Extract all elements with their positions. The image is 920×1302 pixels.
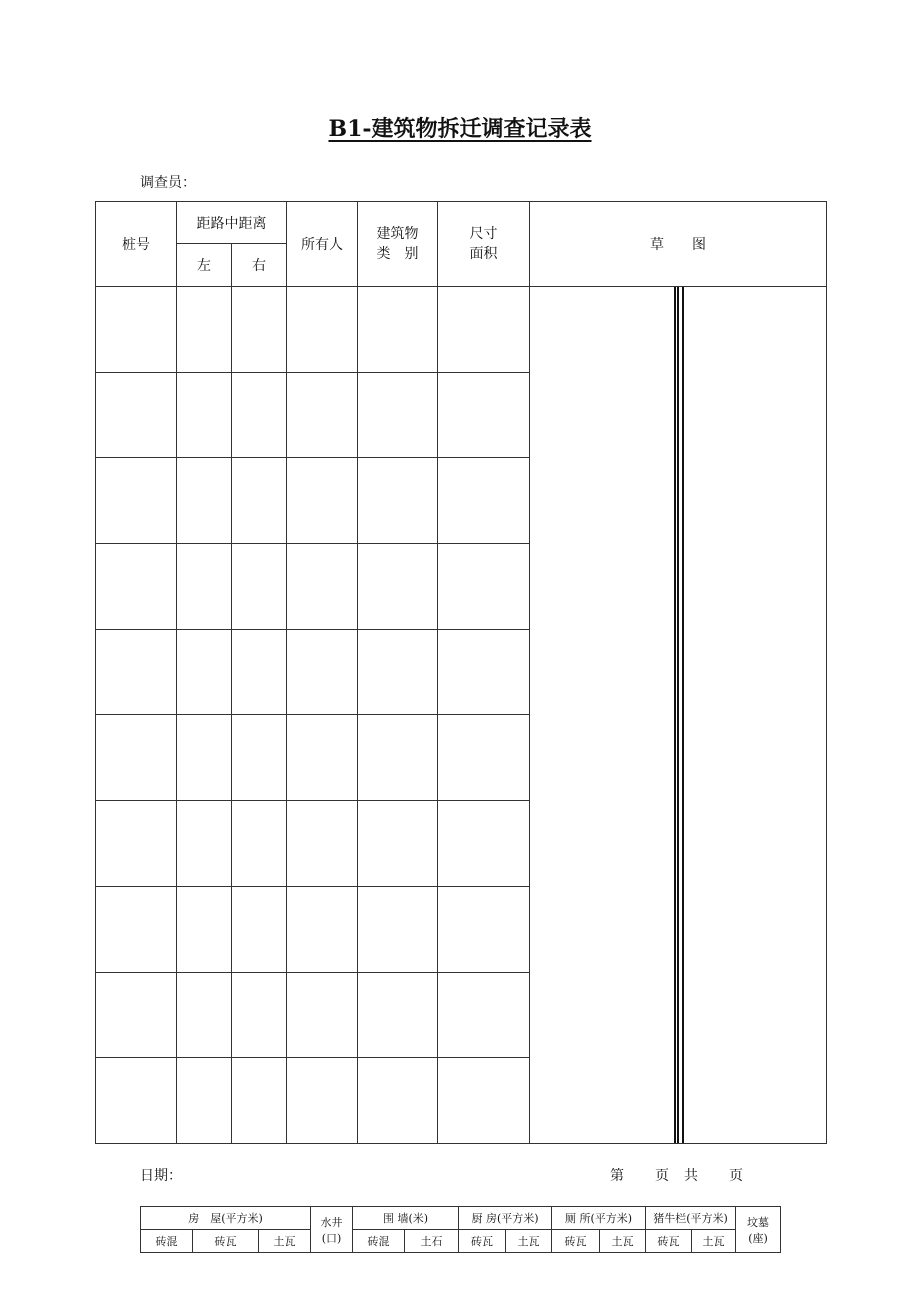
size-area-cell[interactable]: [438, 886, 530, 972]
house-sub-1: 砖混: [141, 1230, 193, 1253]
toilet-header: 厕 所(平方米): [552, 1207, 646, 1230]
pigpen-header: 猪牛栏(平方米): [646, 1207, 736, 1230]
building-type-cell[interactable]: [358, 629, 438, 715]
building-type-cell[interactable]: [358, 1058, 438, 1144]
kitchen-sub-2: 土瓦: [506, 1230, 552, 1253]
stake-no-cell[interactable]: [96, 287, 177, 373]
page-info: [610, 1165, 744, 1185]
stake-no-cell[interactable]: [96, 801, 177, 887]
right-distance-cell[interactable]: [232, 715, 287, 801]
owner-cell[interactable]: [287, 801, 358, 887]
size-area-cell[interactable]: [438, 458, 530, 544]
right-distance-cell[interactable]: [232, 458, 287, 544]
owner-cell[interactable]: [287, 1058, 358, 1144]
page-ye: 页: [655, 1168, 670, 1184]
left-distance-cell[interactable]: [177, 801, 232, 887]
house-sub-3: 土瓦: [259, 1230, 311, 1253]
house-sub-2: 砖瓦: [193, 1230, 259, 1253]
stake-no-cell[interactable]: [96, 372, 177, 458]
page-di: 第: [610, 1168, 625, 1184]
building-type-cell[interactable]: [358, 372, 438, 458]
left-distance-cell[interactable]: [177, 372, 232, 458]
stake-no-cell[interactable]: [96, 458, 177, 544]
surveyor-label: 调查员：: [140, 175, 196, 191]
left-distance-cell[interactable]: [177, 715, 232, 801]
size-area-cell[interactable]: [438, 544, 530, 630]
well-header: [311, 1207, 353, 1253]
right-distance-cell[interactable]: [232, 886, 287, 972]
well-line1: 水井: [320, 1215, 343, 1229]
survey-table: [95, 201, 827, 1144]
wall-sub-2: 土石: [405, 1230, 459, 1253]
distance-header: 距路中距离: [177, 202, 287, 244]
form-title: B1-建筑物拆迁调查记录表: [328, 116, 592, 142]
owner-cell[interactable]: [287, 544, 358, 630]
right-distance-cell[interactable]: [232, 972, 287, 1058]
right-distance-cell[interactable]: [232, 372, 287, 458]
left-distance-cell[interactable]: [177, 544, 232, 630]
left-distance-cell[interactable]: [177, 1058, 232, 1144]
left-distance-cell[interactable]: [177, 629, 232, 715]
page-gong: 共: [684, 1168, 699, 1184]
pigpen-sub-1: 砖瓦: [646, 1230, 692, 1253]
grave-header: [736, 1207, 781, 1253]
building-type-cell[interactable]: [358, 801, 438, 887]
sketch-area[interactable]: [530, 287, 827, 1144]
toilet-sub-1: 砖瓦: [552, 1230, 600, 1253]
stake-no-cell[interactable]: [96, 972, 177, 1058]
stake-no-cell[interactable]: [96, 544, 177, 630]
well-line2: (口): [321, 1231, 342, 1245]
building-type-line2: 类 别: [376, 246, 419, 262]
left-distance-cell[interactable]: [177, 972, 232, 1058]
left-header: 左: [177, 244, 232, 287]
building-type-cell[interactable]: [358, 972, 438, 1058]
size-area-cell[interactable]: [438, 629, 530, 715]
owner-header: 所有人: [287, 202, 358, 287]
pigpen-sub-2: 土瓦: [692, 1230, 736, 1253]
kitchen-sub-1: 砖瓦: [459, 1230, 506, 1253]
owner-cell[interactable]: [287, 287, 358, 373]
toilet-sub-2: 土瓦: [600, 1230, 646, 1253]
building-type-cell[interactable]: [358, 715, 438, 801]
owner-cell[interactable]: [287, 458, 358, 544]
kitchen-header: 厨 房(平方米): [459, 1207, 552, 1230]
left-distance-cell[interactable]: [177, 886, 232, 972]
owner-cell[interactable]: [287, 629, 358, 715]
building-type-line1: 建筑物: [376, 226, 419, 242]
right-header: 右: [232, 244, 287, 287]
date-label: 日期：: [140, 1168, 182, 1184]
size-area-cell[interactable]: [438, 1058, 530, 1144]
left-distance-cell[interactable]: [177, 458, 232, 544]
sketch-header: 草 图: [530, 202, 827, 287]
building-type-cell[interactable]: [358, 287, 438, 373]
summary-table: [140, 1206, 781, 1253]
size-line1: 尺寸: [469, 226, 498, 242]
page-ye2: 页: [729, 1168, 744, 1184]
stake-no-cell[interactable]: [96, 1058, 177, 1144]
owner-cell[interactable]: [287, 972, 358, 1058]
stake-no-header: 桩号: [96, 202, 177, 287]
house-header: 房 屋(平方米): [141, 1207, 311, 1230]
right-distance-cell[interactable]: [232, 544, 287, 630]
owner-cell[interactable]: [287, 715, 358, 801]
size-area-cell[interactable]: [438, 287, 530, 373]
wall-header: 围 墙(米): [353, 1207, 459, 1230]
size-area-cell[interactable]: [438, 715, 530, 801]
owner-cell[interactable]: [287, 886, 358, 972]
size-area-cell[interactable]: [438, 972, 530, 1058]
stake-no-cell[interactable]: [96, 629, 177, 715]
wall-sub-1: 砖混: [353, 1230, 405, 1253]
sketch-divider: [674, 287, 684, 1143]
right-distance-cell[interactable]: [232, 801, 287, 887]
grave-line1: 坟墓: [747, 1215, 770, 1229]
size-line2: 面积: [469, 246, 498, 262]
right-distance-cell[interactable]: [232, 287, 287, 373]
stake-no-cell[interactable]: [96, 886, 177, 972]
building-type-cell[interactable]: [358, 458, 438, 544]
stake-no-cell[interactable]: [96, 715, 177, 801]
grave-line2: (座): [748, 1231, 768, 1245]
owner-cell[interactable]: [287, 372, 358, 458]
size-area-cell[interactable]: [438, 801, 530, 887]
building-type-cell[interactable]: [358, 544, 438, 630]
table-row: [96, 287, 827, 373]
right-distance-cell[interactable]: [232, 629, 287, 715]
building-type-header: [358, 202, 438, 287]
building-type-cell[interactable]: [358, 886, 438, 972]
size-area-cell[interactable]: [438, 372, 530, 458]
size-area-header: [438, 202, 530, 287]
right-distance-cell[interactable]: [232, 1058, 287, 1144]
left-distance-cell[interactable]: [177, 287, 232, 373]
